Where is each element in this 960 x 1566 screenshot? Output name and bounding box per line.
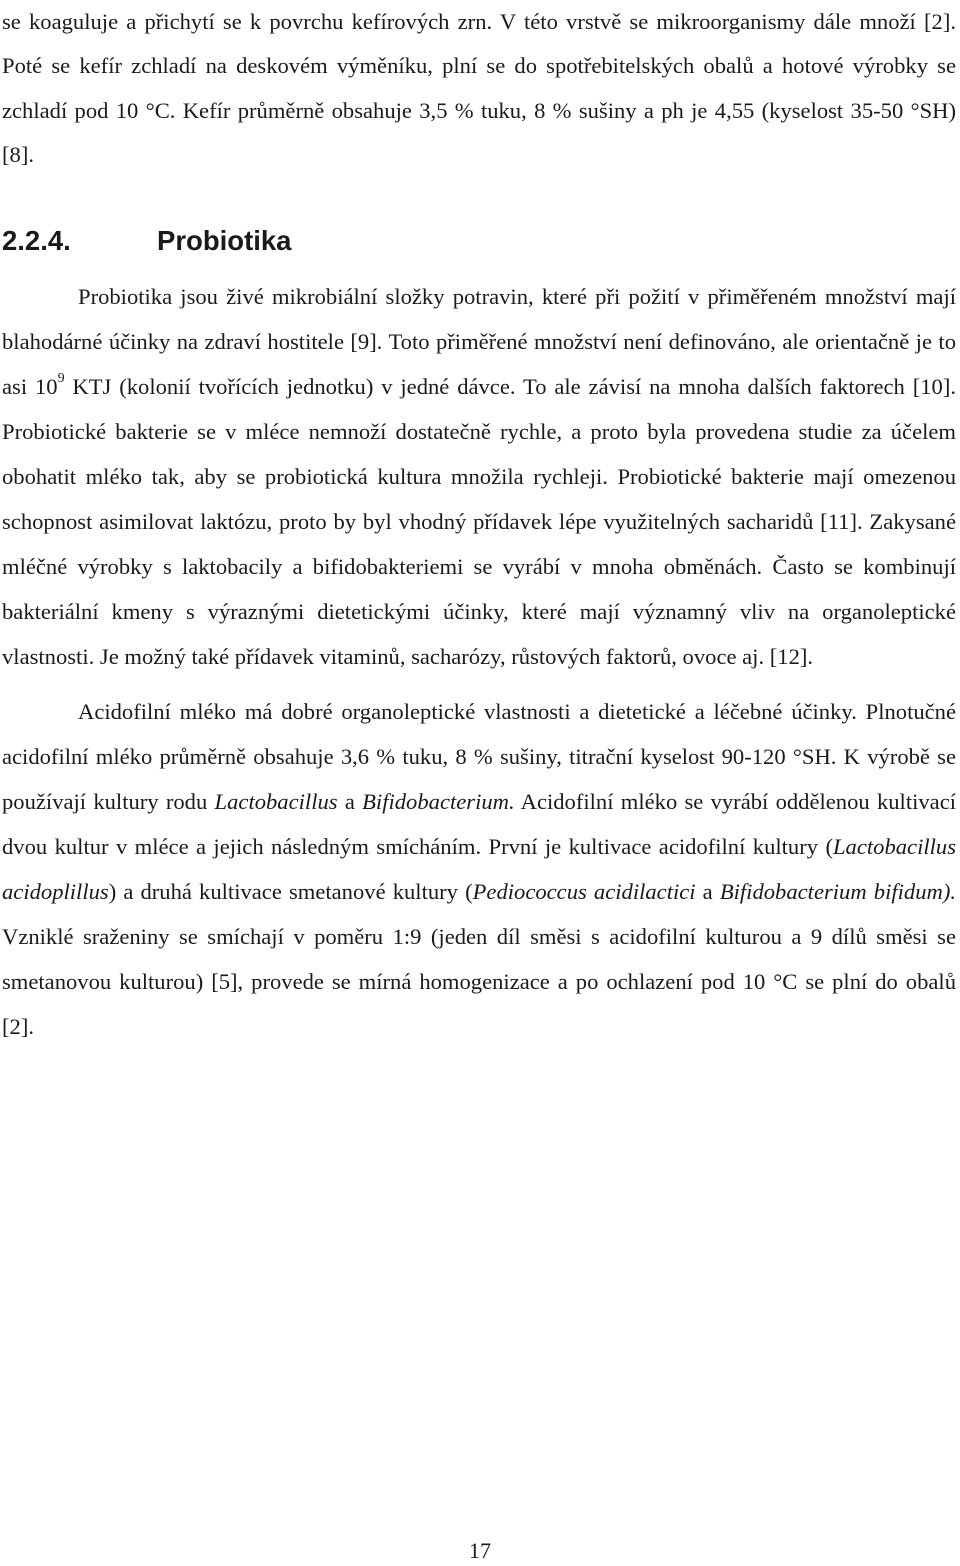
section-body [2, 274, 956, 1049]
section-heading [2, 219, 291, 263]
intro-paragraph: se koaguluje a přichytí se k povrchu kefírových zrn. V této vrstvě se mikroorganismy dále množí [2]. Poté se kefír zchladí na deskovém výměníku, plní se do spotřebitelských obalů a hotové výrobky se zchladí pod 10 °C. Kefír průměrně obsahuje 3,5 % tuku, 8 % sušiny a ph je 4,55 (kyselost 35-50 °SH) [8]. [2, 9, 956, 167]
paragraph-text: KTJ (kolonií tvořících jednotku) v jedné dávce. To ale závisí na mnoha dalších faktorech [10]. Probiotické bakterie se v mléce nemnoží dostatečně rychle, a proto byla provedena studie za účelem obohatit mléko tak, aby se probiotická kultura množila rychleji. Probiotické bakterie mají omezenou schopnost asimilovat laktózu, proto by byl vhodný přídavek lépe využitelných sacharidů [11]. Zakysané mléčné výrobky s laktobacily a bifidobakteriemi se vyrábí v mnoha obměnách. Často se kombinují bakteriální kmeny s výraznými dietetickými účinky, které mají významný vliv na organoleptické vlastnosti. Je možný také přídavek vitaminů, sacharózy, růstových faktorů, ovoce aj. [12]. [2, 374, 956, 669]
paragraph-text: Probiotika jsou živé mikrobiální složky potravin, které při požití v přiměřeném množství mají blahodárné účinky na zdraví hostitele [9]. Toto přiměřené množství není definováno, ale orientačně je to asi 10 [2, 284, 956, 399]
species-name: Pediococcus acidilactici [472, 879, 696, 904]
species-name: Lactobacillus acidoplillus [2, 834, 956, 904]
species-name: Lactobacillus [214, 789, 338, 814]
page-number: 17 [469, 1538, 491, 1563]
species-name: Bifidobacterium. [362, 789, 515, 814]
paragraph-text: Acidofilní mléko se vyrábí oddělenou kultivací dvou kultur v mléce a jejich následným smícháním. První je kultivace acidofilní kultury ( [2, 789, 957, 859]
section-number: 2.2.4. [2, 225, 71, 256]
paragraph-text: a [695, 879, 720, 904]
paragraph-text: a [337, 789, 363, 814]
section-title: Probiotika [157, 225, 292, 256]
paragraph-probiotika [2, 274, 956, 679]
intro-paragraph-block [2, 0, 956, 177]
species-name: Bifidobacterium bifidum). [719, 879, 956, 904]
paragraph-text: ) a druhá kultivace smetanové kultury ( [108, 879, 473, 904]
superscript-exponent: 9 [57, 371, 65, 387]
paragraph-text: Vzniklé sraženiny se smíchají v poměru 1:9 (jeden díl směsi s acidofilní kulturou a 9 dílů směsi se smetanovou kulturou) [5], provede se mírná homogenizace a po ochlazení pod 10 °C se plní do obalů [2]. [2, 924, 956, 1039]
paragraph-acidofilni [2, 689, 956, 1049]
paragraph-text: Acidofilní mléko má dobré organoleptické vlastnosti a dietetické a léčebné účinky. Plnotučné acidofilní mléko průměrně obsahuje 3,6 % tuku, 8 % sušiny, titrační kyselost 90-120 °SH. K výrobě se používají kultury rodu [2, 699, 956, 814]
